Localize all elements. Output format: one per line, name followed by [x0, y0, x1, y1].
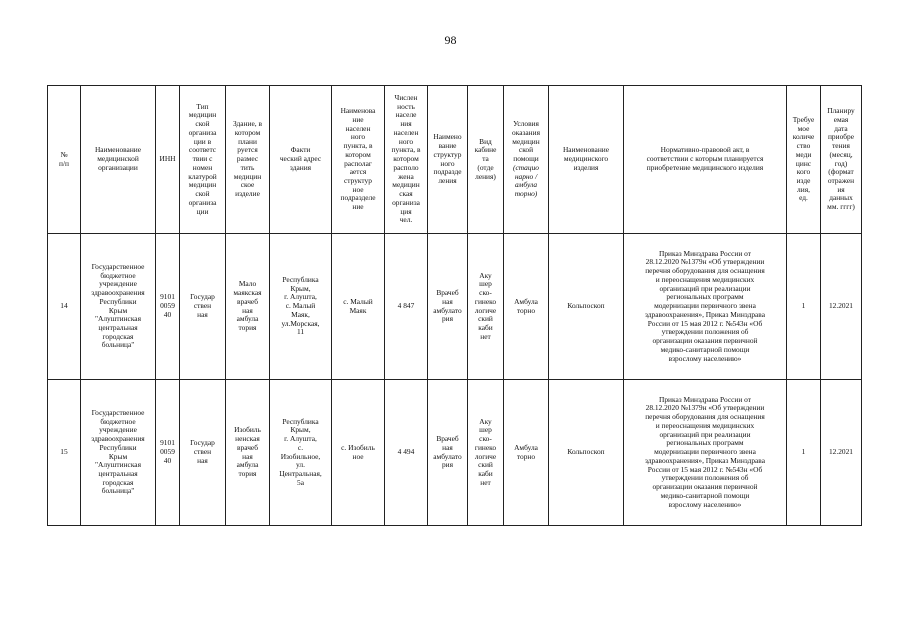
header-num: № п/п	[48, 86, 81, 234]
header-cabinet: Вид кабине та (отде ления)	[468, 86, 504, 234]
header-org-type: Тип медицин ской организа ции в соответс твии с номен клатурой медицин ской организа ции	[180, 86, 226, 234]
cell-settlement: с. Малый Маяк	[332, 234, 385, 380]
cell-cabinet: Аку шер ско- гинеко логиче ский каби нет	[468, 234, 504, 380]
cell-org-type: Государ ствен ная	[180, 234, 226, 380]
cell-address: Республика Крым, г. Алушта, с. Изобильное, ул. Центральная, 5а	[270, 380, 332, 526]
table-row	[48, 234, 862, 380]
cell-device: Кольпоскоп	[549, 234, 624, 380]
cell-date: 12.2021	[821, 380, 862, 526]
header-conditions-italic: (стацио нарно / амбула торно)	[513, 162, 539, 199]
header-conditions	[504, 86, 549, 234]
equipment-table	[47, 85, 862, 526]
cell-date: 12.2021	[821, 234, 862, 380]
cell-address: Республика Крым, г. Алушта, с. Малый Маяк, ул.Морская, 11	[270, 234, 332, 380]
cell-settlement: с. Изобиль ное	[332, 380, 385, 526]
cell-quantity: 1	[787, 380, 821, 526]
header-date: Планиру емая дата приобре тения (месяц, год) (формат отражен ия данных мм. гггг)	[821, 86, 862, 234]
header-building: Здание, в котором плани руется размес тить медицин ское изделие	[226, 86, 270, 234]
cell-conditions: Амбула торно	[504, 234, 549, 380]
header-inn: ИНН	[156, 86, 180, 234]
page-number: 98	[444, 33, 457, 47]
cell-num: 14	[48, 234, 81, 380]
cell-unit-name: Врачеб ная амбулато рия	[428, 380, 468, 526]
header-population: Числен ность населе ния населен ного пункта, в котором располо жена медицин ская организа ция чел.	[385, 86, 428, 234]
header-settlement: Наименова ние населен ного пункта, в котором располаг ается структур ное подразделе ние	[332, 86, 385, 234]
table-header-row	[48, 86, 862, 234]
header-conditions-text: Условия оказания медицин ской помощи	[512, 119, 540, 164]
cell-building: Мало маякская врачеб ная амбула тория	[226, 234, 270, 380]
header-legal-act: Нормативно-правовой акт, в соответствии с которым планируется приобретение медицинского изделия	[624, 86, 787, 234]
cell-inn: 9101 0059 40	[156, 380, 180, 526]
cell-building: Изобиль ненская врачеб ная амбула тория	[226, 380, 270, 526]
cell-org-name: Государственное бюджетное учреждение здравоохранения Республики Крым "Алуштинская центральная городская больница"	[81, 234, 156, 380]
cell-inn: 9101 0059 40	[156, 234, 180, 380]
cell-legal-act: Приказ Минздрава России от 28.12.2020 №1379н «Об утверждении перечня оборудования для оснащения и переоснащения медицинских организаций при реализации региональных программ модернизации первичного звена здравоохранения», Приказ Минздрава России от 15 мая 2012 г. №543н «Об утверждении положения об организации оказания первичной медико-санитарной помощи взрослому населению»	[624, 380, 787, 526]
header-unit-name: Наимено вание структур ного подразде ления	[428, 86, 468, 234]
cell-quantity: 1	[787, 234, 821, 380]
cell-population: 4 494	[385, 380, 428, 526]
cell-device: Кольпоскоп	[549, 380, 624, 526]
cell-legal-act: Приказ Минздрава России от 28.12.2020 №1379н «Об утверждении перечня оборудования для оснащения и переоснащения медицинских организаций при реализации региональных программ модернизации первичного звена здравоохранения», Приказ Минздрава России от 15 мая 2012 г. №543н «Об утверждении положения об организации оказания первичной медико-санитарной помощи взрослому населению»	[624, 234, 787, 380]
cell-cabinet: Аку шер ско- гинеко логиче ский каби нет	[468, 380, 504, 526]
table-row	[48, 380, 862, 526]
cell-org-type: Государ ствен ная	[180, 380, 226, 526]
header-address: Факти ческий адрес здания	[270, 86, 332, 234]
header-device: Наименование медицинского изделия	[549, 86, 624, 234]
cell-conditions: Амбула торно	[504, 380, 549, 526]
cell-num: 15	[48, 380, 81, 526]
cell-population: 4 847	[385, 234, 428, 380]
header-quantity: Требуе мое количе ство меди цинс кого изде лия, ед.	[787, 86, 821, 234]
header-org-name: Наименование медицинской организации	[81, 86, 156, 234]
cell-org-name: Государственное бюджетное учреждение здравоохранения Республики Крым "Алуштинская центральная городская больница"	[81, 380, 156, 526]
cell-unit-name: Врачеб ная амбулато рия	[428, 234, 468, 380]
